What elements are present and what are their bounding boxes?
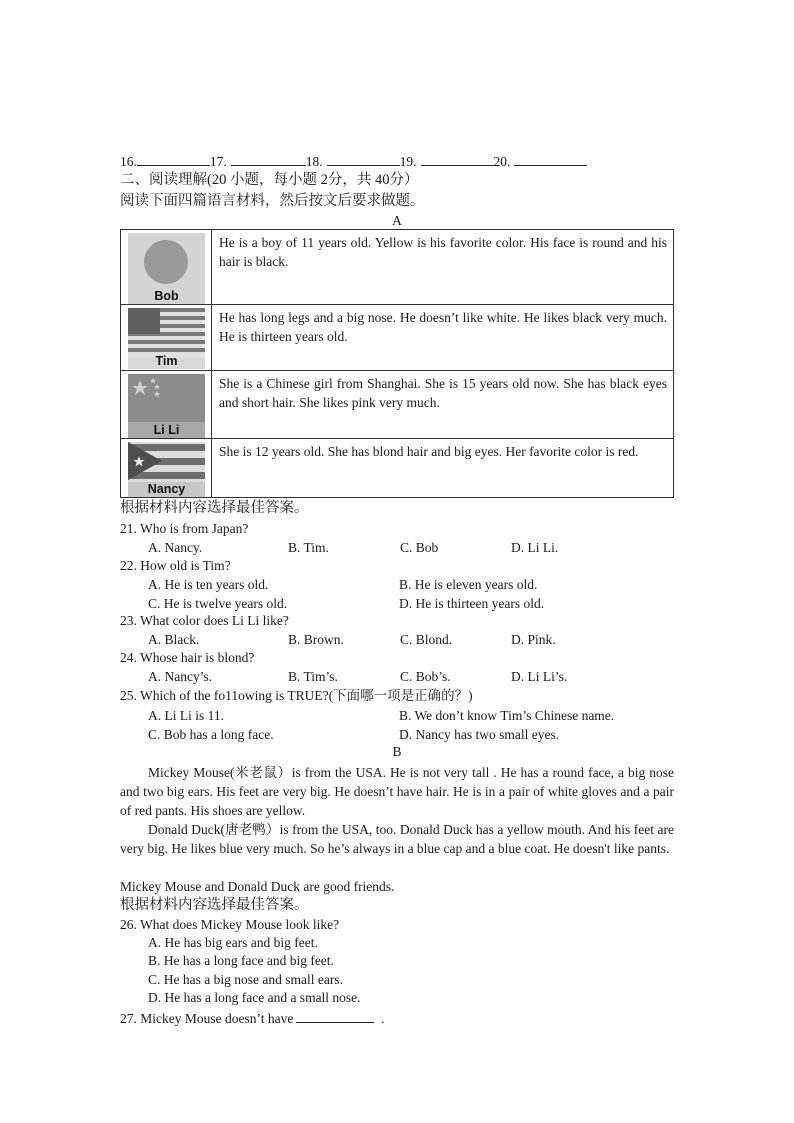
blank-label-16: 16.: [120, 154, 137, 169]
answer-blank-19[interactable]: [421, 152, 494, 166]
q26-option-c[interactable]: C. He has a big nose and small ears.: [148, 972, 343, 987]
blank-label-20: 20.: [493, 154, 511, 169]
q21-option-b[interactable]: B. Tim.: [288, 540, 329, 555]
q23-option-c[interactable]: C. Blond.: [400, 632, 453, 647]
bob-japan-flag: [128, 233, 205, 304]
q21-option-a[interactable]: A. Nancy.: [148, 540, 203, 555]
q23-option-b[interactable]: B. Brown.: [288, 632, 344, 647]
cell-lili-picture: [121, 371, 212, 439]
question-22: 22. How old is Tim?: [120, 558, 231, 573]
passage-a-prompt: 根据材料内容选择最佳答案。: [120, 500, 309, 516]
passage-a-table: [120, 229, 674, 498]
blank-label-17: 17.: [209, 154, 227, 169]
section-title: 二、阅读理解(20 小题，每小题 2分，共 40分）: [120, 172, 419, 188]
question-24: 24. Whose hair is blond?: [120, 650, 255, 665]
q26-option-a[interactable]: A. He has big ears and big feet.: [148, 935, 318, 950]
passage-b-prompt: 根据材料内容选择最佳答案。: [120, 897, 309, 913]
q22-option-b[interactable]: B. He is eleven years old.: [399, 577, 538, 592]
answer-blank-18[interactable]: [327, 152, 400, 166]
answer-blank-20[interactable]: [514, 152, 587, 166]
question-27-tail: .: [381, 1011, 385, 1026]
lili-china-flag: [128, 374, 205, 438]
q24-option-b[interactable]: B. Tim’s.: [288, 669, 338, 684]
bob-description: He is a boy of 11 years old. Yellow is his favorite color. His face is round and his hair is black.: [212, 230, 674, 305]
bob-name: Bob: [154, 289, 179, 303]
blank-label-19: 19.: [399, 154, 417, 169]
answer-blank-17[interactable]: [231, 152, 306, 166]
q26-option-b[interactable]: B. He has a long face and big feet.: [148, 953, 334, 968]
passage-a-label: A: [392, 213, 402, 228]
q27-answer-blank[interactable]: [296, 1009, 374, 1023]
q26-option-d[interactable]: D. He has a long face and a small nose.: [148, 990, 361, 1005]
tim-name: Tim: [155, 354, 178, 368]
tim-description: He has long legs and a big nose. He doesn’t like white. He likes black very much. He is thirteen years old.: [212, 305, 674, 371]
passage-b-label: B: [392, 744, 402, 759]
q22-option-c[interactable]: C. He is twelve years old.: [148, 596, 288, 611]
nancy-description: She is 12 years old. She has blond hair and big eyes. Her favorite color is red.: [212, 439, 674, 498]
blank-label-18: 18.: [305, 154, 323, 169]
question-25: 25. Which of the fo11owing is TRUE?(下面哪一项是正确的？): [120, 688, 473, 703]
q21-option-c[interactable]: C. Bob: [400, 540, 439, 555]
question-21: 21. Who is from Japan?: [120, 521, 249, 536]
instruction: 阅读下面四篇语言材料，然后按文后要求做题。: [120, 193, 425, 209]
nancy-cuba-flag: [128, 442, 205, 497]
q22-option-a[interactable]: A. He is ten years old.: [148, 577, 269, 592]
q22-option-d[interactable]: D. He is thirteen years old.: [399, 596, 545, 611]
tim-usa-flag: [128, 308, 205, 369]
passage-b-paragraph-3: Mickey Mouse and Donald Duck are good friends.: [120, 879, 395, 894]
nancy-name: Nancy: [147, 482, 186, 496]
q25-option-d[interactable]: D. Nancy has two small eyes.: [399, 727, 560, 742]
answer-blanks-line: [120, 152, 587, 171]
question-27: [120, 1009, 384, 1028]
cell-tim-picture: [121, 305, 212, 371]
lili-name: Li Li: [153, 423, 180, 437]
lili-description: She is a Chinese girl from Shanghai. She is 15 years old now. She has black eyes and short hair. She likes pink very much.: [212, 371, 674, 439]
q23-option-d[interactable]: D. Pink.: [511, 632, 556, 647]
answer-blank-16[interactable]: [137, 152, 210, 166]
question-26: 26. What does Mickey Mouse look like?: [120, 917, 340, 932]
passage-b-paragraph-1: Mickey Mouse(米老鼠）is from the USA. He is not very tall . He has a round face, a big nose and two big ears. His feet are very big. He doesn’t have hair. He is in a pair of white gloves and a pair of red pants. His shoes are yellow.: [120, 765, 674, 818]
cell-bob-picture: [121, 230, 212, 305]
q25-option-b[interactable]: B. We don’t know Tim’s Chinese name.: [399, 708, 615, 723]
q25-option-c[interactable]: C. Bob has a long face.: [148, 727, 274, 742]
q23-option-a[interactable]: A. Black.: [148, 632, 200, 647]
question-23: 23. What color does Li Li like?: [120, 613, 289, 628]
q25-option-a[interactable]: A. Li Li is 11.: [148, 708, 224, 723]
q24-option-c[interactable]: C. Bob’s.: [400, 669, 451, 684]
passage-b-paragraph-2: Donald Duck(唐老鸭）is from the USA, too. Donald Duck has a yellow mouth. And his feet are very big. He likes blue very much. So he’s always in a blue cap and a blue coat. He doesn't like pants.: [120, 822, 674, 856]
q24-option-d[interactable]: D. Li Li’s.: [511, 669, 568, 684]
q21-option-d[interactable]: D. Li Li.: [511, 540, 559, 555]
question-27-stem: 27. Mickey Mouse doesn’t have: [120, 1011, 294, 1026]
q24-option-a[interactable]: A. Nancy’s.: [148, 669, 213, 684]
cell-nancy-picture: [121, 439, 212, 498]
